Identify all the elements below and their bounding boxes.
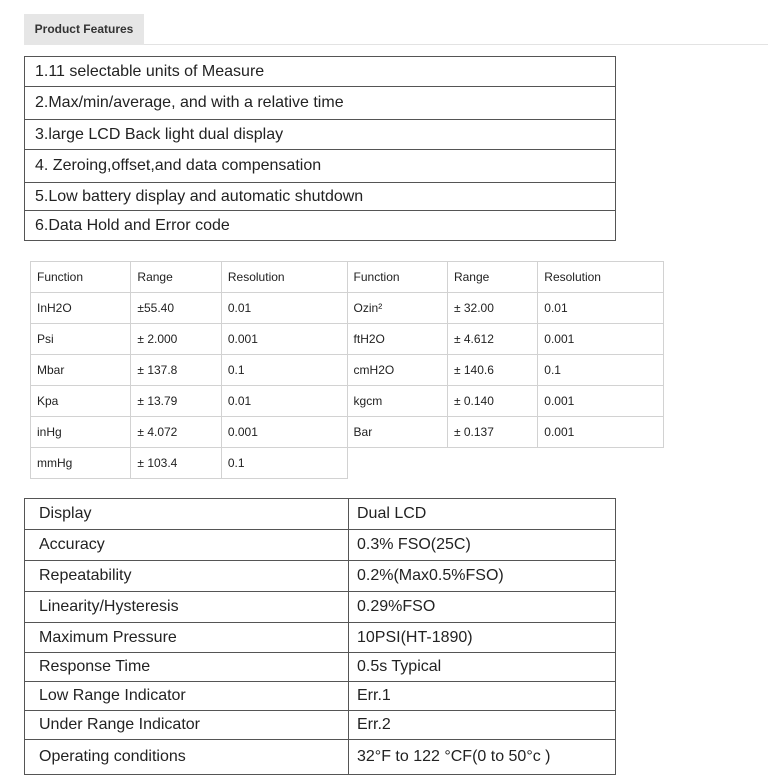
units-cell: 0.1 — [538, 355, 664, 386]
spec-label: Accuracy — [25, 530, 349, 561]
units-row — [31, 417, 664, 448]
units-cell — [347, 448, 447, 479]
units-cell: Psi — [31, 324, 131, 355]
units-cell: 0.001 — [221, 324, 347, 355]
units-header-cell: Function — [347, 262, 447, 293]
units-cell: 0.01 — [538, 293, 664, 324]
units-cell: ± 4.612 — [447, 324, 537, 355]
units-cell: 0.001 — [538, 386, 664, 417]
units-cell: inHg — [31, 417, 131, 448]
units-header-row — [31, 262, 664, 293]
feature-text: 6.Data Hold and Error code — [25, 211, 616, 241]
feature-row — [25, 150, 616, 183]
units-cell: mmHg — [31, 448, 131, 479]
units-cell: Ozin² — [347, 293, 447, 324]
spec-label: Under Range Indicator — [25, 711, 349, 740]
spec-row — [25, 530, 616, 561]
spec-value: 10PSI(HT-1890) — [349, 623, 616, 653]
spec-row — [25, 499, 616, 530]
units-cell: ± 140.6 — [447, 355, 537, 386]
spec-row — [25, 740, 616, 775]
units-row — [31, 324, 664, 355]
spec-label: Operating conditions — [25, 740, 349, 775]
feature-row — [25, 183, 616, 211]
units-cell: Kpa — [31, 386, 131, 417]
units-cell: InH2O — [31, 293, 131, 324]
units-cell: ± 4.072 — [131, 417, 221, 448]
spec-value: 0.3% FSO(25C) — [349, 530, 616, 561]
units-cell — [447, 448, 537, 479]
units-header-cell: Resolution — [538, 262, 664, 293]
features-table — [24, 56, 616, 241]
units-header-cell: Range — [131, 262, 221, 293]
spec-value: Err.1 — [349, 682, 616, 711]
spec-value: 0.29%FSO — [349, 592, 616, 623]
units-cell: cmH2O — [347, 355, 447, 386]
spec-label: Response Time — [25, 653, 349, 682]
specs-table — [24, 498, 616, 775]
units-cell: 0.1 — [221, 355, 347, 386]
units-cell: ± 0.137 — [447, 417, 537, 448]
units-cell: ± 0.140 — [447, 386, 537, 417]
units-cell: ± 13.79 — [131, 386, 221, 417]
units-cell: 0.01 — [221, 386, 347, 417]
spec-value: Err.2 — [349, 711, 616, 740]
units-cell: 0.001 — [221, 417, 347, 448]
feature-text: 2.Max/min/average, and with a relative time — [25, 87, 616, 120]
units-header-cell: Function — [31, 262, 131, 293]
spec-label: Low Range Indicator — [25, 682, 349, 711]
feature-text: 4. Zeroing,offset,and data compensation — [25, 150, 616, 183]
units-row — [31, 293, 664, 324]
units-cell: 0.01 — [221, 293, 347, 324]
units-row — [31, 355, 664, 386]
units-cell: 0.001 — [538, 417, 664, 448]
feature-text: 5.Low battery display and automatic shutdown — [25, 183, 616, 211]
units-table — [30, 261, 664, 479]
spec-value: 0.5s Typical — [349, 653, 616, 682]
units-row — [31, 386, 664, 417]
spec-label: Linearity/Hysteresis — [25, 592, 349, 623]
spec-row — [25, 592, 616, 623]
spec-row — [25, 623, 616, 653]
product-features-tab[interactable]: Product Features — [24, 14, 144, 45]
units-cell: ftH2O — [347, 324, 447, 355]
units-cell: ± 103.4 — [131, 448, 221, 479]
spec-value: Dual LCD — [349, 499, 616, 530]
feature-row — [25, 120, 616, 150]
spec-row — [25, 561, 616, 592]
units-cell: ± 2.000 — [131, 324, 221, 355]
units-cell: ± 137.8 — [131, 355, 221, 386]
units-cell: ±55.40 — [131, 293, 221, 324]
spec-value: 32°F to 122 °CF(0 to 50°c ) — [349, 740, 616, 775]
feature-row — [25, 211, 616, 241]
units-cell: Bar — [347, 417, 447, 448]
spec-row — [25, 682, 616, 711]
spec-row — [25, 653, 616, 682]
units-cell: 0.1 — [221, 448, 347, 479]
spec-row — [25, 711, 616, 740]
spec-value: 0.2%(Max0.5%FSO) — [349, 561, 616, 592]
units-cell: 0.001 — [538, 324, 664, 355]
units-cell: Mbar — [31, 355, 131, 386]
units-row — [31, 448, 664, 479]
units-header-cell: Range — [447, 262, 537, 293]
feature-text: 3.large LCD Back light dual display — [25, 120, 616, 150]
units-cell — [538, 448, 664, 479]
feature-row — [25, 57, 616, 87]
feature-row — [25, 87, 616, 120]
spec-label: Maximum Pressure — [25, 623, 349, 653]
tab-divider — [144, 44, 768, 45]
units-header-cell: Resolution — [221, 262, 347, 293]
spec-label: Repeatability — [25, 561, 349, 592]
spec-label: Display — [25, 499, 349, 530]
feature-text: 1.11 selectable units of Measure — [25, 57, 616, 87]
units-cell: ± 32.00 — [447, 293, 537, 324]
units-cell: kgcm — [347, 386, 447, 417]
